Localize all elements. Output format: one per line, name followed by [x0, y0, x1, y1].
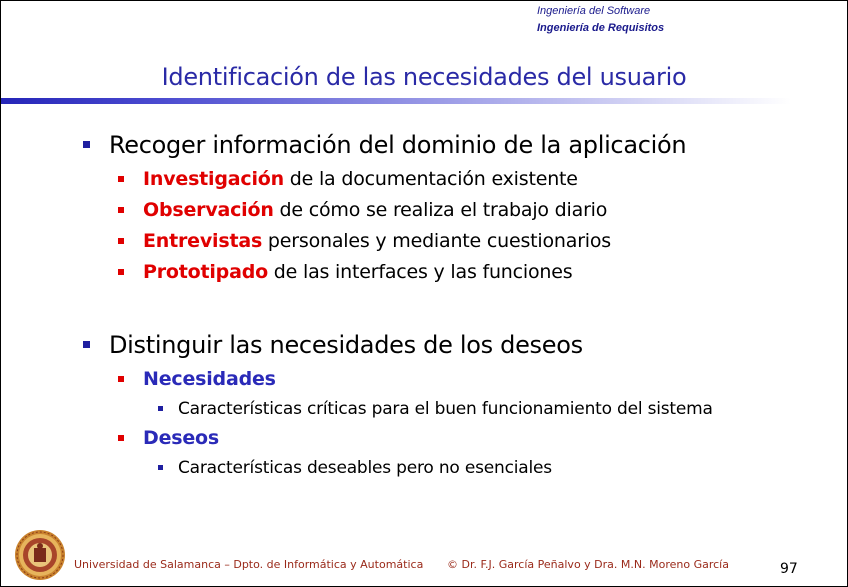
- bullet-level2: [118, 199, 607, 221]
- bullet-level1: [83, 131, 686, 159]
- keyword: Necesidades: [143, 368, 276, 390]
- page-number: 97: [780, 561, 798, 577]
- square-bullet-icon: [118, 269, 124, 275]
- keyword: Observación: [143, 199, 274, 221]
- section-heading: Recoger información del dominio de la aplicación: [109, 131, 687, 159]
- square-bullet-icon: [83, 141, 90, 148]
- bullet-level2: [118, 261, 572, 283]
- bullet-level3: [158, 458, 552, 478]
- course-topic: Ingeniería de Requisitos: [537, 22, 665, 34]
- course-header: [537, 3, 664, 37]
- footer-authors: © Dr. F.J. García Peñalvo y Dra. M.N. Moreno García: [447, 558, 729, 571]
- keyword: Prototipado: [143, 261, 268, 283]
- square-bullet-icon: [118, 207, 124, 213]
- bullet-level2: [118, 168, 578, 190]
- section-heading: Distinguir las necesidades de los deseos: [109, 331, 583, 359]
- item-detail: Características críticas para el buen funcionamiento del sistema: [178, 399, 713, 419]
- square-bullet-icon: [158, 465, 163, 470]
- keyword: Deseos: [143, 427, 220, 449]
- title-underline: [1, 98, 791, 104]
- bullet-level2: [118, 427, 219, 449]
- square-bullet-icon: [118, 176, 124, 182]
- bullet-level2: [118, 230, 611, 252]
- bullet-level3: [158, 399, 713, 419]
- university-seal-icon: [14, 529, 66, 581]
- item-text: de las interfaces y las funciones: [267, 261, 573, 283]
- square-bullet-icon: [118, 238, 124, 244]
- square-bullet-icon: [118, 435, 124, 441]
- bullet-level2: [118, 368, 276, 390]
- keyword: Investigación: [143, 168, 284, 190]
- item-text: de la documentación existente: [283, 168, 578, 190]
- item-detail: Características deseables pero no esenciales: [178, 458, 552, 478]
- footer-institution: Universidad de Salamanca – Dpto. de Informática y Automática: [74, 558, 424, 571]
- square-bullet-icon: [83, 341, 90, 348]
- bullet-level1: [83, 331, 583, 359]
- square-bullet-icon: [118, 376, 124, 382]
- item-text: personales y mediante cuestionarios: [262, 230, 612, 252]
- keyword: Entrevistas: [143, 230, 263, 252]
- square-bullet-icon: [158, 406, 163, 411]
- slide-title: Identificación de las necesidades del usuario: [161, 63, 687, 91]
- item-text: de cómo se realiza el trabajo diario: [273, 199, 608, 221]
- course-subject: Ingeniería del Software: [537, 5, 651, 17]
